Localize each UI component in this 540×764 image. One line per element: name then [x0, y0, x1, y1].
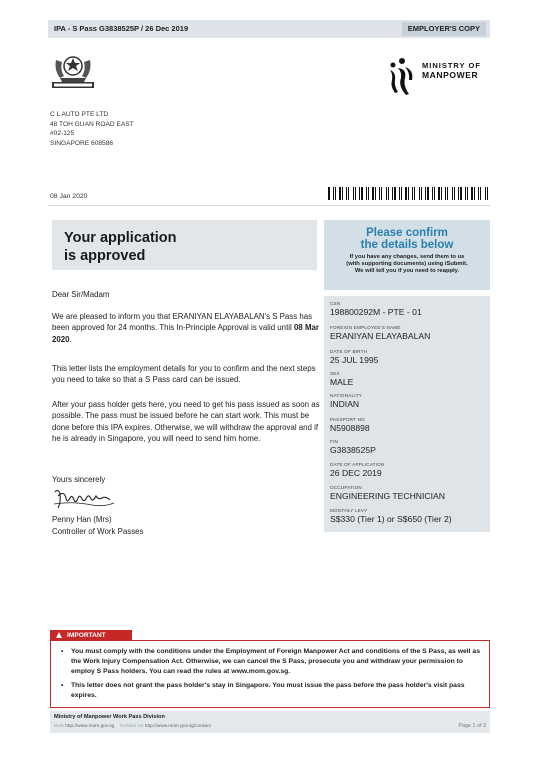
footer-links	[54, 724, 211, 729]
important-label: IMPORTANT	[67, 632, 106, 639]
footer	[50, 711, 490, 733]
important-notice-box	[50, 640, 490, 708]
closing: Yours sincerely	[52, 475, 106, 484]
confirm-heading-1: Please confirm	[366, 227, 448, 239]
detail-date-of-birth: DATE OF BIRTH 25 JUL 1995	[330, 349, 379, 365]
employer-address	[50, 110, 134, 148]
detail-monthly-levy: MONTHLY LEVY S$330 (Tier 1) or S$650 (Tier 2)	[330, 508, 452, 524]
ipa-reference: IPA - S Pass G3838525P / 26 Dec 2019	[54, 24, 189, 33]
paragraph-details: This letter lists the employment details for you to confirm and the next steps you need to take so that a S Pass card can be issued.	[52, 364, 316, 385]
letter-header-bar	[48, 20, 490, 38]
confirm-sub-2: (with supporting documents) using iSubmit.	[346, 261, 468, 267]
letter-date: 08 Jan 2020	[50, 193, 88, 200]
detail-employee-name: FOREIGN EMPLOYEE'S NAME ERANIYAN ELAYABALAN	[330, 325, 431, 341]
paragraph-approval-end: .	[69, 334, 72, 344]
important-item-visit-pass: • This letter does not grant the pass holder's stay in Singapore. You must issue the pass before the pass holder's visit pass expires.	[59, 681, 483, 701]
important-item-compliance: • You must comply with the conditions under the Employment of Foreign Manpower Act and conditions of the S Pass, as well as the Work Injury Compensation Act. Otherwise, we can cancel the S Pass, prosecute you and withdraw your permission to employ S Pass holders. You can read the rules at www.mom.gov.sg.	[59, 647, 483, 678]
footer-contact-label: Contact Us	[119, 724, 144, 729]
footer-contact-link[interactable]: http://www.mom.gov.sg/contact	[144, 724, 211, 729]
detail-fin: FIN G3838525P	[330, 439, 376, 455]
confirm-details-box	[324, 220, 490, 290]
detail-sex: SEX MALE	[330, 371, 354, 387]
warning-icon	[56, 632, 62, 638]
confirm-heading-2: the details below	[360, 239, 454, 251]
signatory-title: Controller of Work Passes	[52, 527, 144, 536]
salutation: Dear Sir/Madam	[52, 290, 110, 299]
address-line-3: SINGAPORE 608586	[50, 139, 114, 147]
detail-passport-no: PASSPORT NO N5908898	[330, 417, 370, 433]
ipa-valid-until: 08 Mar 2020	[52, 323, 319, 344]
confirm-sub-3: We will tell you if you need to reapply.	[354, 268, 460, 274]
company-name: C L AUTO PTE LTD	[50, 111, 109, 118]
address-line-1: 48 TOH GUAN ROAD EAST	[50, 120, 134, 128]
detail-occupation: OCCUPATION ENGINEERING TECHNICIAN	[330, 485, 445, 501]
paragraph-approval-text: We are pleased to inform you that ERANIYAN ELAYABALAN's S Pass has been approved for 24 months. This In-Principle Approval is valid until	[52, 312, 313, 333]
approval-status-box	[52, 220, 317, 270]
mom-logo-icon	[382, 56, 422, 96]
ministry-of-manpower-logo	[382, 56, 490, 100]
detail-csn: CSN 198800292M - PTE - 01	[330, 301, 422, 317]
signature-image	[52, 486, 122, 512]
coat-of-arms-icon	[50, 50, 96, 92]
status-line-2: is approved	[64, 248, 146, 264]
footer-org: Ministry of Manpower Work Pass Division	[54, 714, 165, 720]
detail-nationality: NATIONALITY INDIAN	[330, 393, 362, 409]
signatory-name: Penny Han (Mrs)	[52, 515, 112, 524]
detail-date-of-application: DATE OF APPLICATION 26 DEC 2019	[330, 462, 385, 478]
barcode-image	[328, 187, 490, 200]
footer-web-link[interactable]: http://www.mom.gov.sg	[65, 724, 115, 729]
important-list	[59, 647, 483, 704]
confirm-sub-1: If you have any changes, send them to us	[349, 254, 465, 260]
page-number: Page 1 of 3	[458, 723, 486, 729]
mom-logo-line2: MANPOWER	[422, 69, 479, 80]
divider	[48, 205, 490, 206]
footer-web-label: Web	[54, 724, 64, 729]
copy-badge: EMPLOYER'S COPY	[402, 22, 486, 36]
address-line-2: #02-125	[50, 130, 75, 138]
mom-logo-line1: MINISTRY OF	[422, 61, 481, 70]
status-line-1: Your application	[64, 230, 177, 246]
employment-details-panel	[324, 296, 490, 532]
paragraph-next-steps: After your pass holder gets here, you need to get his pass issued as soon as possible. The pass must be issued before he can start work. This must be done before this IPA expires. Otherwise, we will withdraw the approval and if he is already in Singapore, you will need to send him home.	[52, 400, 320, 444]
paragraph-approval	[52, 311, 324, 345]
